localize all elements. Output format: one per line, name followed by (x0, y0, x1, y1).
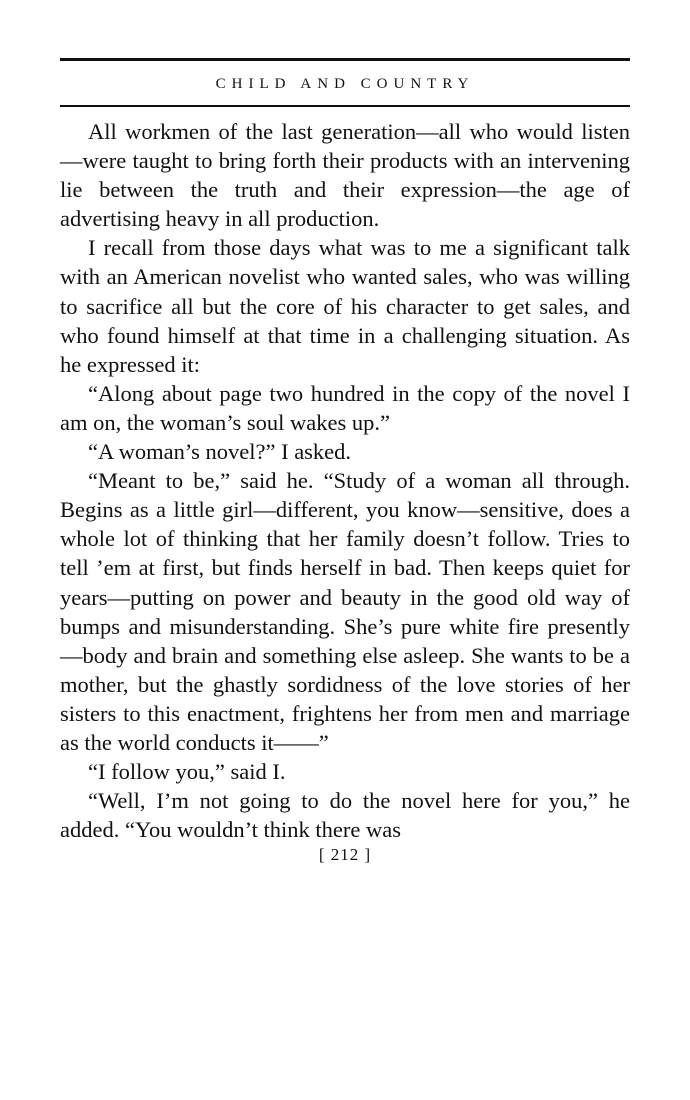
paragraph: “Along about page two hundred in the copy of the novel I am on, the woman’s soul wakes up.” (60, 380, 630, 435)
header-rule-top (60, 58, 630, 61)
paragraph: “A woman’s novel?” I asked. (88, 439, 352, 465)
paragraph: All workmen of the last generation—all who would listen—were taught to bring forth their products with an intervening lie between the truth and their expression—the age of advertising heavy in all production. (60, 119, 630, 232)
book-page (60, 58, 630, 866)
header-rule-bottom (60, 105, 630, 107)
running-head: CHILD AND COUNTRY (215, 76, 475, 92)
paragraph: “Well, I’m not going to do the novel here for you,” he added. “You wouldn’t think there was (60, 788, 630, 843)
paragraph: “Meant to be,” said he. “Study of a woman all through. Begins as a little girl—different, you know—sensitive, does a whole lot of thinking that her family doesn’t follow. Tries to tell ’em at first, but finds herself in bad. Then keeps quiet for years—putting on power and beauty in the good old way of bumps and misunderstanding. She’s pure white fire presently—body and brain and something else asleep. She wants to be a mother, but the ghastly sordidness of the love stories of her sisters to this enactment, frightens her from men and marriage as the world conducts it——” (60, 468, 630, 755)
body-text (60, 117, 630, 844)
paragraph: I recall from those days what was to me a significant talk with an American novelist who wanted sales, who was willing to sacrifice all but the core of his character to get sales, and who found himself at that time in a challenging situation. As he expressed it: (60, 235, 630, 377)
page-number: [ 212 ] (318, 845, 372, 865)
paragraph: “I follow you,” said I. (88, 759, 286, 785)
